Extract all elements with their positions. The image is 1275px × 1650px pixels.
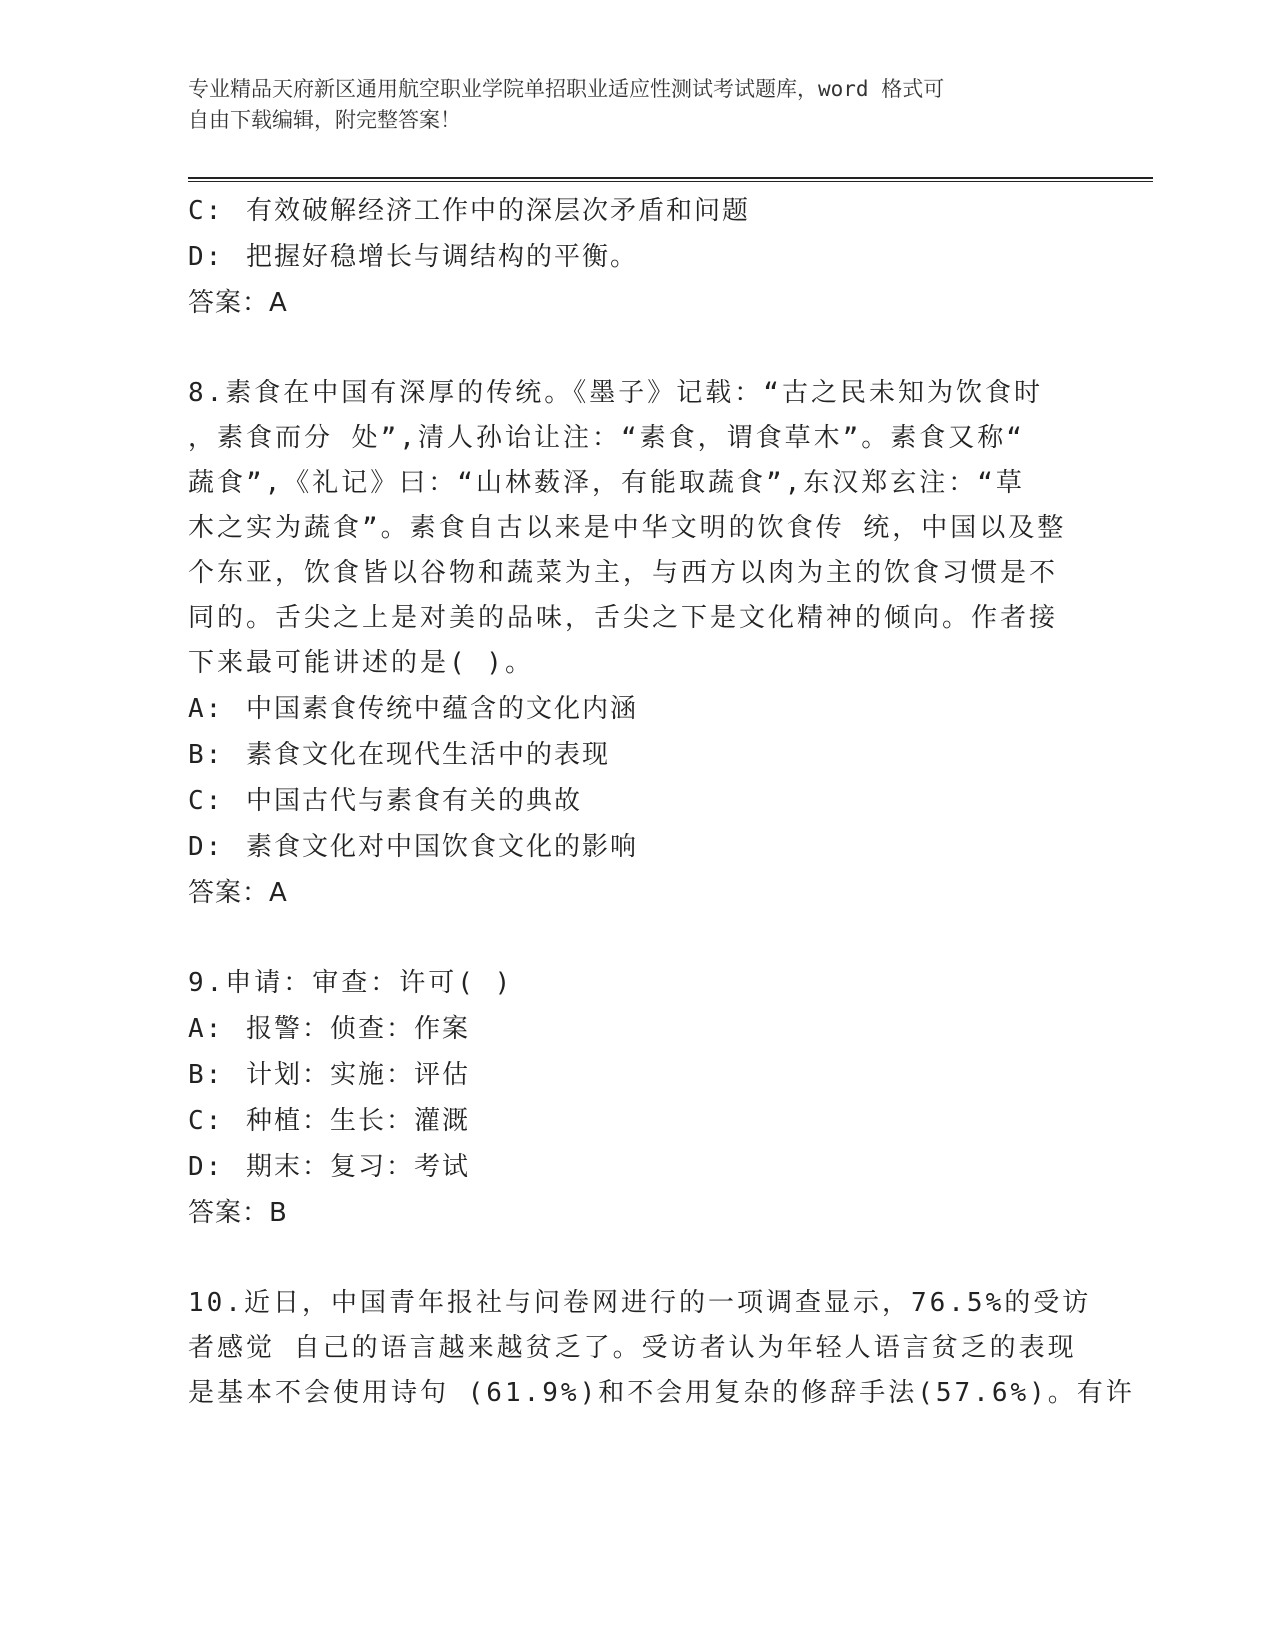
option-text: 期末：复习：考试 (246, 1152, 471, 1182)
option-text: 中国古代与素食有关的典故 (246, 786, 583, 816)
option-text: 中国素食传统中蕴含的文化内涵 (246, 694, 639, 724)
option-c (188, 188, 1088, 234)
divider-thick (188, 177, 1153, 179)
spacer (188, 1236, 1088, 1281)
question-stem-line: ，素食而分 处”,清人孙诒让注：“素食，谓食草木”。素食又称“ (188, 423, 1025, 453)
option-text: 计划：实施：评估 (246, 1060, 471, 1090)
option-a (188, 1006, 1088, 1052)
option-letter: B: (188, 740, 224, 770)
option-b (188, 732, 1088, 778)
option-letter: D: (188, 1152, 224, 1182)
question-stem-line: 9.申请：审查：许可( ) (188, 968, 514, 998)
option-letter: C: (188, 786, 224, 816)
option-letter: B: (188, 1060, 224, 1090)
option-letter: C: (188, 1106, 224, 1136)
question-content (188, 188, 1135, 1416)
question-10 (188, 1281, 1135, 1416)
question-stem-line: 同的。舌尖之上是对美的品味，舌尖之下是文化精神的倾向。作者接 (188, 603, 1059, 633)
question-9 (188, 961, 1088, 1236)
option-d (188, 234, 1088, 280)
question-stem-line: 个东亚，饮食皆以谷物和蔬菜为主，与西方以肉为主的饮食习惯是不 (188, 558, 1059, 588)
answer-line: 答案：B (188, 1198, 288, 1228)
option-text: 有效破解经济工作中的深层次矛盾和问题 (246, 196, 751, 226)
question-stem-line: 木之实为蔬食”。素食自古以来是中华文明的饮食传 统，中国以及整 (188, 513, 1067, 543)
question-stem-line: 蔬食”,《礼记》曰：“山林薮泽，有能取蔬食”,东汉郑玄注：“草 (188, 468, 1025, 498)
answer-line: 答案：A (188, 288, 288, 318)
question-8 (188, 371, 1088, 916)
option-c (188, 778, 1088, 824)
question-stem-line: 者感觉 自己的语言越来越贫乏了。受访者认为年轻人语言贫乏的表现 (188, 1333, 1077, 1363)
page-header (188, 74, 1088, 136)
option-text: 种植：生长：灌溉 (246, 1106, 471, 1136)
option-a (188, 686, 1088, 732)
question-stem-line: 8.素食在中国有深厚的传统。《墨子》记载：“古之民未知为饮食时 (188, 378, 1043, 408)
question-stem-line: 10.近日，中国青年报社与问卷网进行的一项调查显示，76.5%的受访 (188, 1288, 1092, 1318)
header-divider (188, 177, 1153, 183)
answer-line: 答案：A (188, 878, 288, 908)
option-d (188, 824, 1088, 870)
spacer (188, 916, 1088, 961)
option-text: 素食文化对中国饮食文化的影响 (246, 832, 639, 862)
option-letter: D: (188, 832, 224, 862)
option-d (188, 1144, 1088, 1190)
question-stem-line: 是基本不会使用诗句 (61.9%)和不会用复杂的修辞手法(57.6%)。有许 (188, 1378, 1135, 1408)
spacer (188, 326, 1088, 371)
option-letter: A: (188, 694, 224, 724)
option-letter: A: (188, 1014, 224, 1044)
header-line-1: 专业精品天府新区通用航空职业学院单招职业适应性测试考试题库，word 格式可 (188, 77, 945, 101)
divider-thin (188, 181, 1153, 182)
question-7-tail (188, 188, 1088, 326)
option-letter: D: (188, 242, 224, 272)
question-stem-line: 下来最可能讲述的是( )。 (188, 648, 534, 678)
option-text: 素食文化在现代生活中的表现 (246, 740, 611, 770)
header-line-2: 自由下载编辑，附完整答案！ (188, 108, 461, 132)
option-b (188, 1052, 1088, 1098)
option-c (188, 1098, 1088, 1144)
option-letter: C: (188, 196, 224, 226)
option-text: 把握好稳增长与调结构的平衡。 (246, 242, 639, 272)
option-text: 报警：侦查：作案 (246, 1014, 471, 1044)
